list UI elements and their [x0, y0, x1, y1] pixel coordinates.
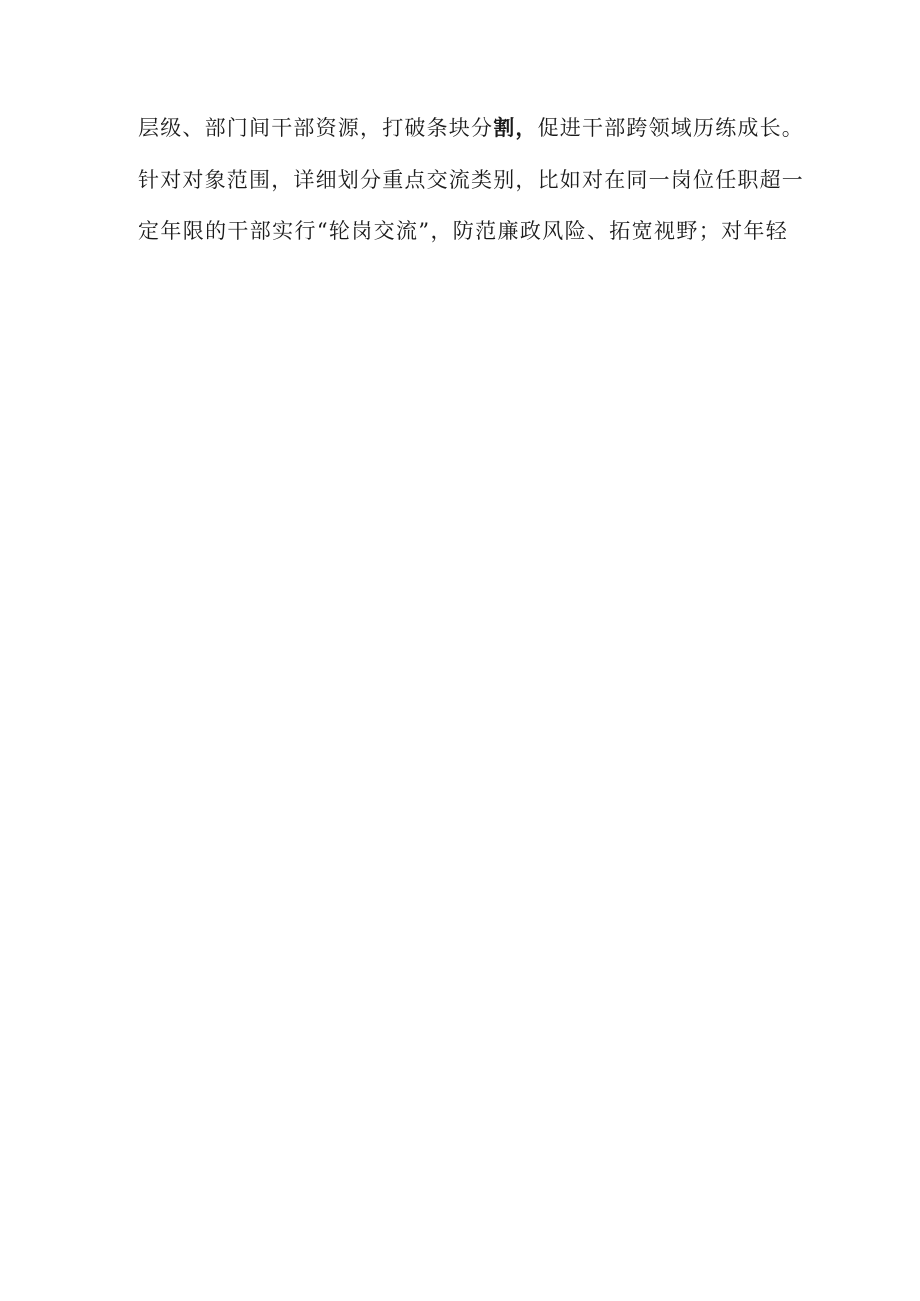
paragraph-1-line-4-spacer	[138, 224, 788, 272]
paragraph-1-line-2: 针对对象范围，详细划分重点交流类别，比如对在同一岗位任职超一	[138, 168, 804, 192]
text-run: 促进干部跨领域历练成长。	[537, 116, 805, 140]
paragraph-1-line-3: 定年限的干部实行“轮岗交流”，防范廉政风险、拓宽视野；对年轻	[138, 219, 788, 243]
paragraph-1-line-1	[138, 104, 805, 152]
bold-run: 割，	[493, 115, 538, 140]
text-run: 层级、部门间干部资源，打破条块分	[138, 116, 494, 140]
